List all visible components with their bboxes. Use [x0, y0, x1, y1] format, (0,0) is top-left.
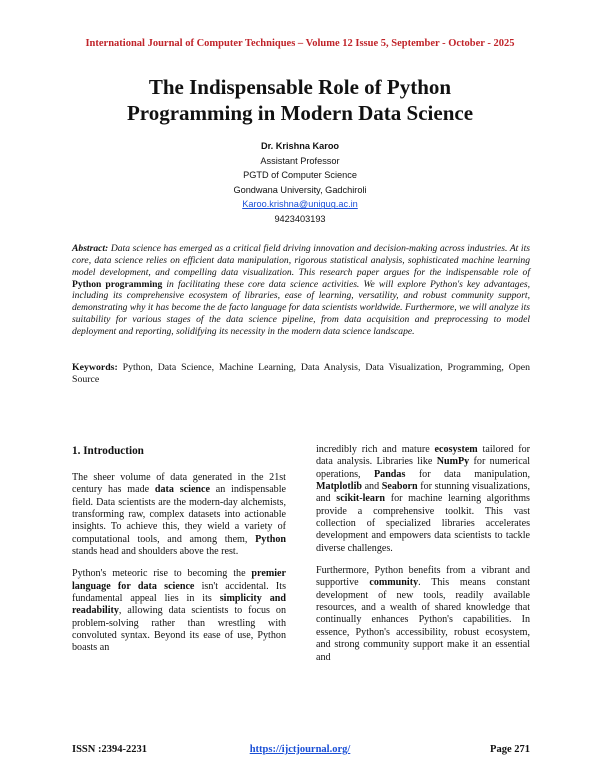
keywords [72, 362, 530, 386]
author-email-link[interactable]: Karoo.krishna@unigug.ac.in [242, 199, 358, 210]
author-name: Dr. Krishna Karoo [260, 141, 340, 151]
author-position: Assistant Professor [260, 155, 340, 166]
footer-issn: ISSN :2394-2231 [72, 744, 147, 755]
intro-paragraph-1: The sheer volume of data generated in the 21st century has made data science an indispensable field. Data scientists are the modern-day alchemists, transforming raw, complex datasets into actionable insights. To achieve this, they wield a variety of computational tools, and among them, Python stands head and shoulders above the rest. [72, 472, 287, 558]
keywords-text: Python, Data Science, Machine Learning, Data Analysis, Data Visualization, Programming, Open Source [72, 362, 530, 385]
abstract-text-2: in facilitating these core data science activities. We will explore Python's key advantages, including its comprehensive ecosystem of libraries, ease of learning, versatility, and robust community support, demonstrating why it has become the de facto language for data scientists worldwide. Furthermore, we will analyze its suitability for various stages of the data science pipeline, from data acquisition and preprocessing to model deployment and reporting, solidifying its necessity in the modern data science landscape. [72, 278, 530, 337]
footer-url-link[interactable]: https://ijctjournal.org/ [249, 744, 351, 755]
abstract-bold: Python programming [72, 278, 163, 290]
left-column [72, 444, 286, 665]
author-department: PGTD of Computer Science [243, 170, 357, 181]
abstract-label: Abstract: [72, 243, 109, 254]
author-phone: 9423403193 [274, 213, 326, 224]
journal-header: International Journal of Computer Techniques – Volume 12 Issue 5, September - October - 2025 [85, 38, 515, 49]
intro-paragraph-4: Furthermore, Python benefits from a vibrant and supportive community. This means constant development of new tools, readily available resources, and a wealth of shared knowledge that continually enhances Python's capabilities. In essence, Python's accessibility, robust ecosystem, and strong community support make it an essential and [316, 565, 531, 663]
abstract [72, 243, 530, 338]
author-block [0, 139, 600, 227]
footer-page-number: Page 271 [490, 744, 530, 755]
intro-paragraph-3: incredibly rich and mature ecosystem tailored for data analysis. Libraries like NumPy for numerical operations, Pandas for data manipulation, Matplotlib and Seaborn for stunning visualizations, and scikit-learn for machine learning algorithms provide a comprehensive toolkit. This vast collection of specialized libraries accelerates development and empowers data scientists to tackle diverse challenges. [316, 444, 531, 554]
right-column [316, 444, 530, 674]
paper-title [60, 74, 540, 126]
title-line-1: The Indispensable Role of Python [148, 75, 452, 99]
section-heading: 1. Introduction [72, 445, 144, 457]
intro-paragraph-2: Python's meteoric rise to becoming the premier language for data science isn't accidental. Its fundamental appeal lies in its simplicity and readability, allowing data scientists to focus on problem-solving rather than wrestling with convoluted syntax. Beyond its ease of use, Python boasts an [72, 568, 286, 654]
author-university: Gondwana University, Gadchiroli [233, 184, 367, 195]
title-line-2: Programming in Modern Data Science [126, 101, 474, 125]
abstract-text-1: Data science has emerged as a critical field driving innovation and decision-making across industries. At its core, data science relies on efficient data manipulation, rigorous statistical analysis, sophisticated machine learning model development, and compelling data visualization. This research paper argues for the indispensable role of [72, 243, 530, 278]
keywords-label: Keywords: [72, 362, 118, 373]
